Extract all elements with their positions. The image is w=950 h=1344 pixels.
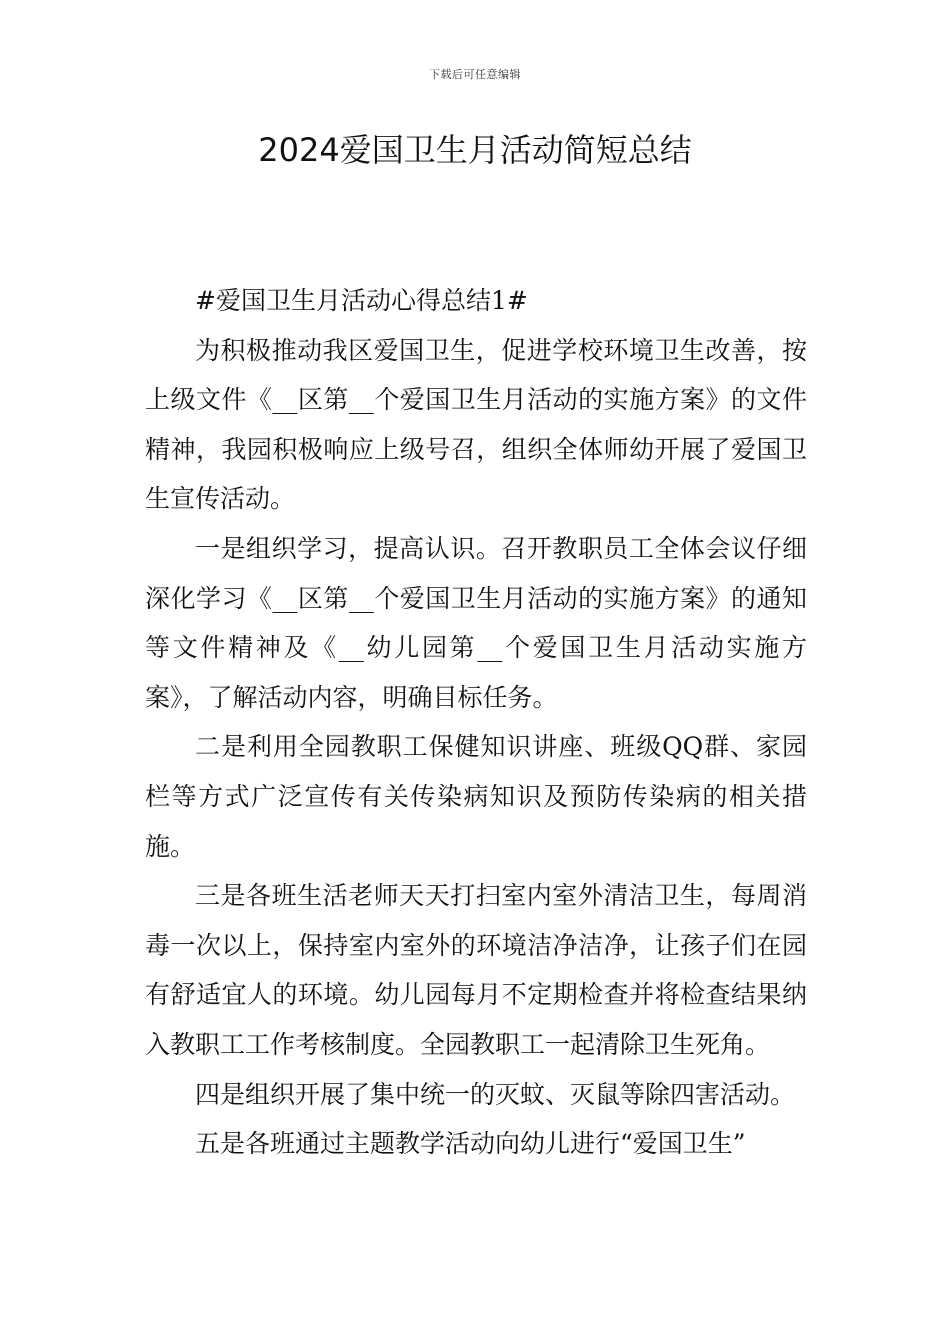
- paragraph-item-5: 五是各班通过主题教学活动向幼儿进行“爱国卫生”: [195, 1129, 746, 1159]
- paragraph-intro: 为积极推动我区爱国卫生，促进学校环境卫生改善，按上级文件《__区第__个爱国卫生月活动的实施方案》的文件精神，我园积极响应上级号召，组织全体师幼开展了爱国卫生宣传活动。: [145, 335, 807, 514]
- header-note: 下载后可任意编辑: [429, 68, 521, 81]
- document-body: [145, 276, 807, 1169]
- document-title: 2024爱国卫生月活动简短总结: [258, 131, 692, 169]
- paragraph-item-1: 一是组织学习，提高认识。召开教职员工全体会议仔细深化学习《__区第__个爱国卫生月活动的实施方案》的通知等文件精神及《__幼儿园第__个爱国卫生月活动实施方案》，了解活动内容，明确目标任务。: [145, 533, 807, 712]
- paragraph-item-3: 三是各班生活老师天天打扫室内室外清洁卫生，每周消毒一次以上，保持室内室外的环境洁净洁净，让孩子们在园有舒适宜人的环境。幼儿园每月不定期检查并将检查结果纳入教职工工作考核制度。全园教职工一起清除卫生死角。: [145, 881, 807, 1059]
- paragraph-item-4: 四是组织开展了集中统一的灭蚊、灭鼠等除四害活动。: [195, 1079, 796, 1109]
- section-heading: #爱国卫生月活动心得总结1#: [195, 286, 528, 315]
- paragraph-item-2: 二是利用全园教职工保健知识讲座、班级QQ群、家园栏等方式广泛宣传有关传染病知识及预防传染病的相关措施。: [145, 732, 807, 861]
